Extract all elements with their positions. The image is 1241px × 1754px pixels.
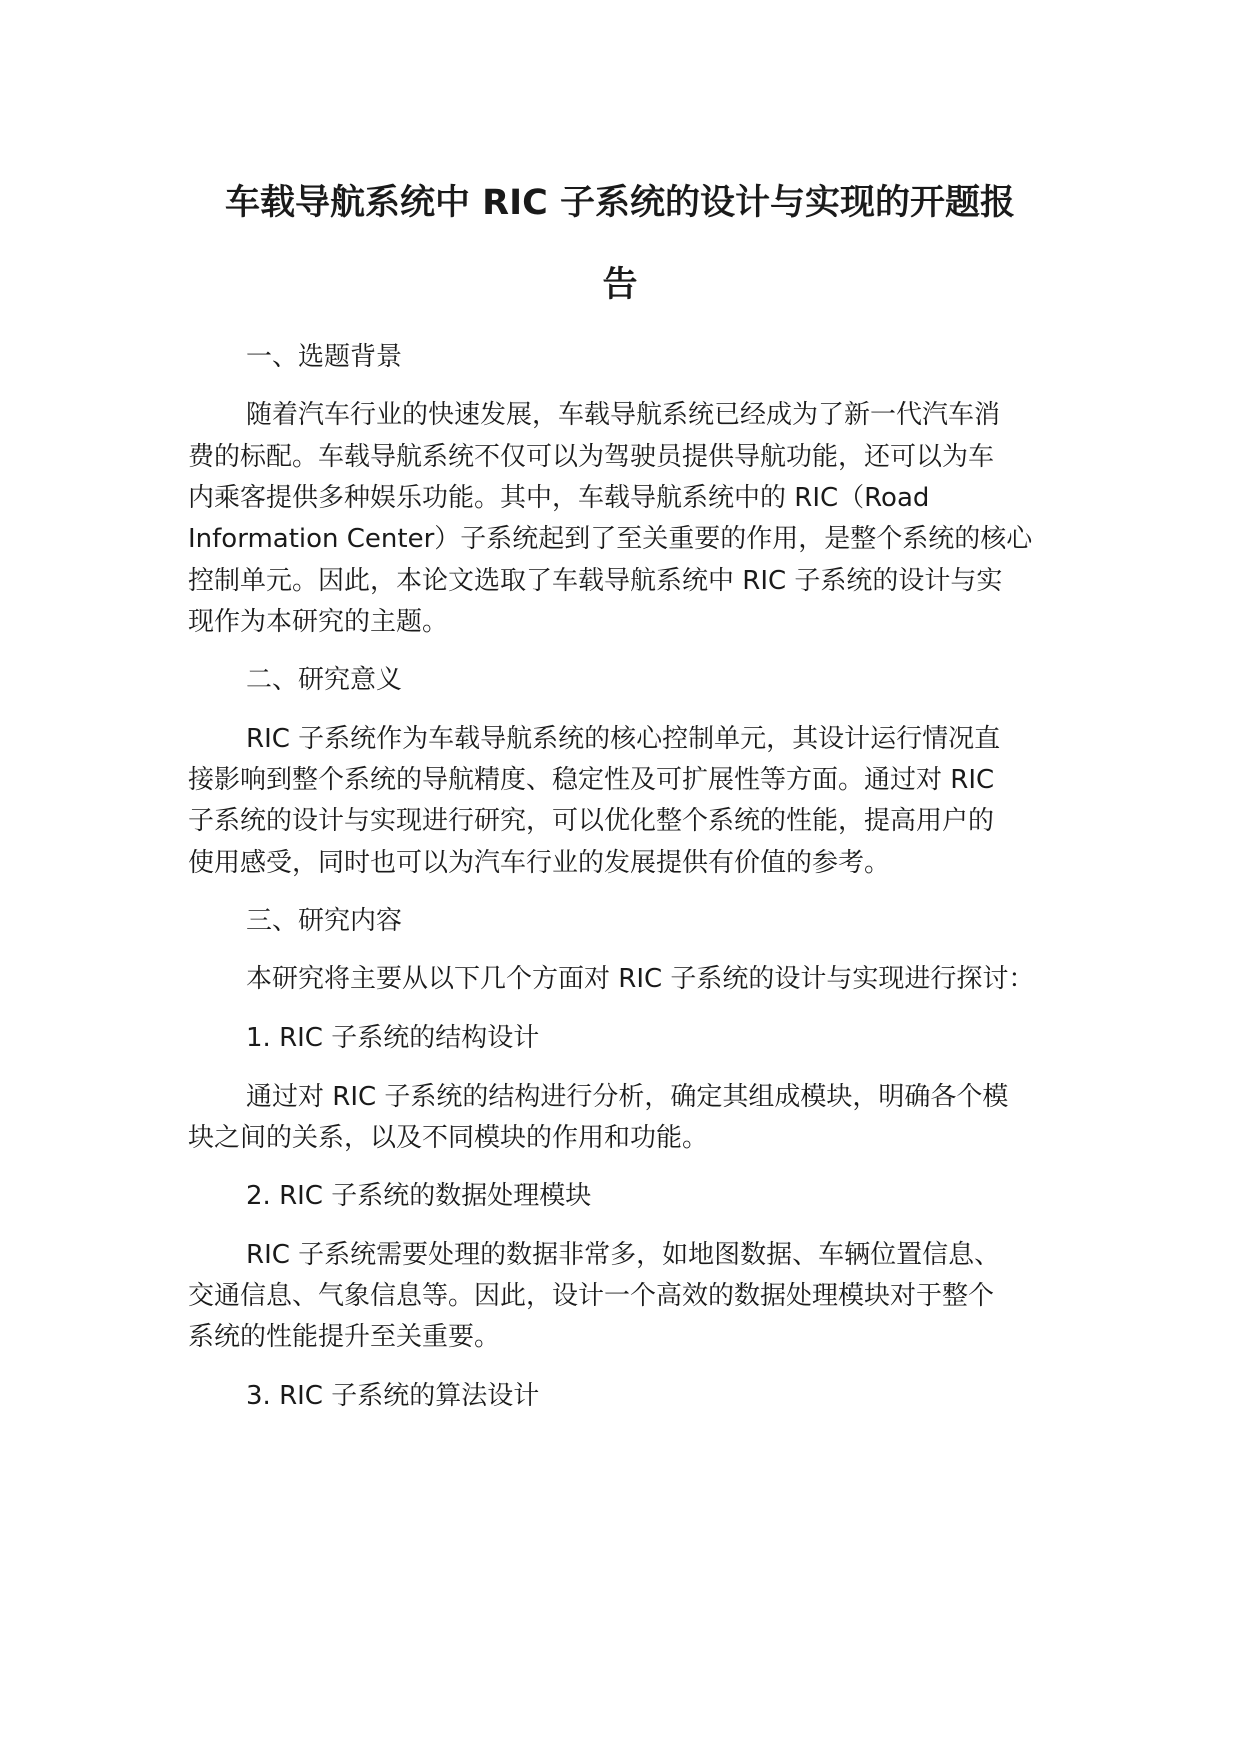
list-item-heading-1: 1. RIC 子系统的结构设计 [246,1023,540,1053]
section-heading-content: 三、研究内容 [246,906,403,936]
paragraph-line: RIC 子系统作为车载导航系统的核心控制单元，其设计运行情况直 [246,724,1001,754]
document-title-line-1: 车载导航系统中 RIC 子系统的设计与实现的开题报 [224,183,1016,223]
paragraph-line: 内乘客提供多种娱乐功能。其中，车载导航系统中的 RIC（Road [188,483,930,513]
paragraph-line: Information Center）子系统起到了至关重要的作用，是整个系统的核心 [188,524,1033,554]
paragraph-line: 随着汽车行业的快速发展，车载导航系统已经成为了新一代汽车消 [246,400,1001,430]
paragraph-line: 子系统的设计与实现进行研究，可以优化整个系统的性能，提高用户的 [188,806,995,836]
paragraph-line: 交通信息、气象信息等。因此，设计一个高效的数据处理模块对于整个 [188,1281,995,1311]
section-heading-significance: 二、研究意义 [246,665,403,695]
list-item-heading-2: 2. RIC 子系统的数据处理模块 [246,1181,592,1211]
paragraph-line: 费的标配。车载导航系统不仅可以为驾驶员提供导航功能，还可以为车 [188,442,995,472]
paragraph-line: 接影响到整个系统的导航精度、稳定性及可扩展性等方面。通过对 RIC [188,765,995,795]
section-heading-background: 一、选题背景 [246,342,403,372]
paragraph-line: 块之间的关系，以及不同模块的作用和功能。 [188,1123,709,1153]
paragraph-line: 现作为本研究的主题。 [188,607,449,637]
paragraph-line: 通过对 RIC 子系统的结构进行分析，确定其组成模块，明确各个模 [246,1082,1009,1112]
paragraph-line: 系统的性能提升至关重要。 [188,1322,501,1352]
paragraph-line: 控制单元。因此，本论文选取了车载导航系统中 RIC 子系统的设计与实 [188,566,1003,596]
document-title-line-2: 告 [602,265,638,305]
paragraph-line: 使用感受，同时也可以为汽车行业的发展提供有价值的参考。 [188,848,891,878]
paragraph-line: 本研究将主要从以下几个方面对 RIC 子系统的设计与实现进行探讨： [246,964,1035,994]
paragraph-line: RIC 子系统需要处理的数据非常多，如地图数据、车辆位置信息、 [246,1240,1001,1270]
list-item-heading-3: 3. RIC 子系统的算法设计 [246,1381,540,1411]
